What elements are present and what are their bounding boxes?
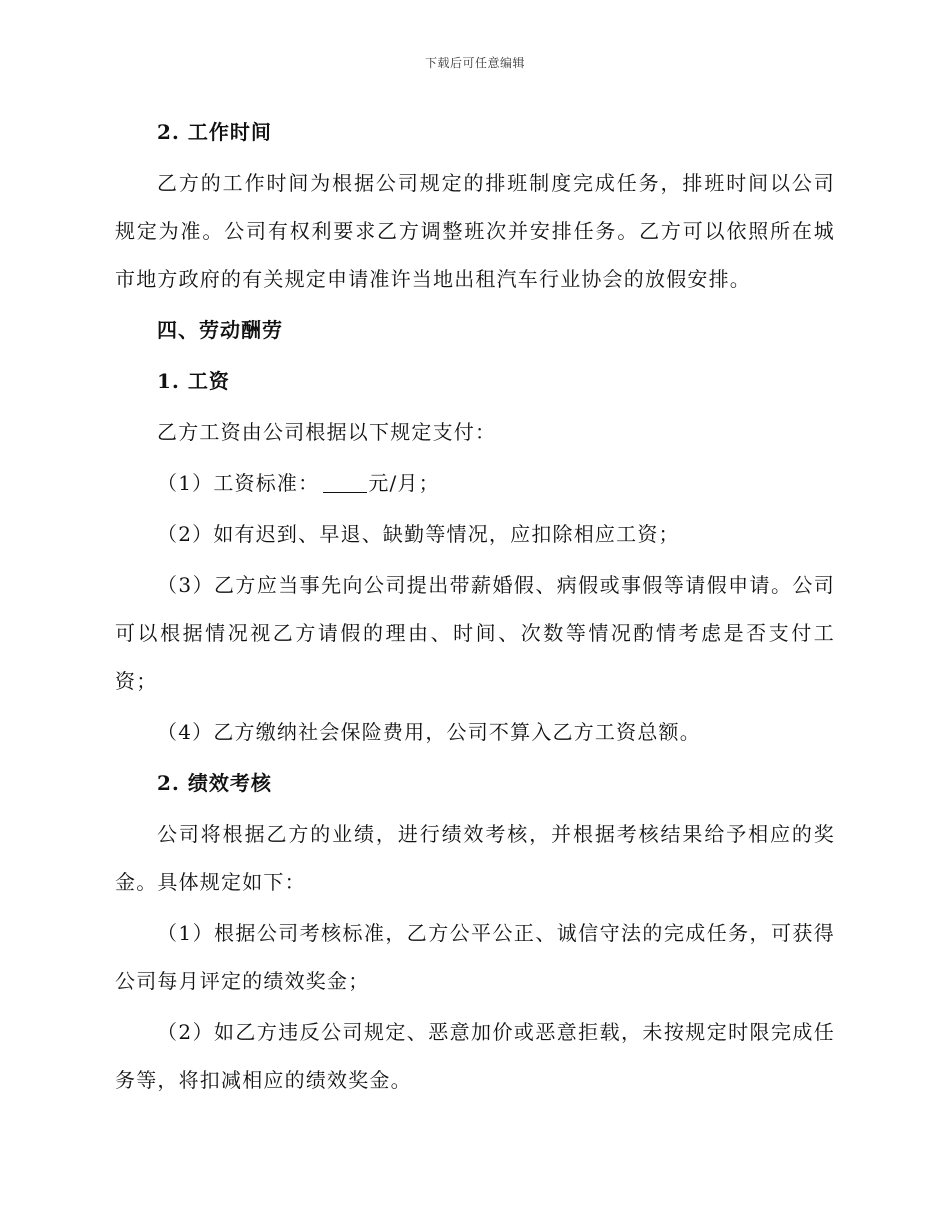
- salary-item-1: [115, 459, 835, 507]
- paragraph-work-time: 乙方的工作时间为根据公司规定的排班制度完成任务，排班时间以公司规定为准。公司有权利要求乙方调整班次并安排任务。乙方可以依照所在城市地方政府的有关规定申请准许当地出租汽车行业协会的放假安排。: [115, 171, 835, 291]
- salary-item-1-prefix: （1）工资标准：: [157, 471, 320, 495]
- document-body: [115, 108, 835, 1107]
- heading-labor-remuneration: 四、劳动酬劳: [157, 318, 283, 342]
- salary-item-1-suffix: 元/月；: [368, 471, 440, 495]
- salary-amount-blank: [323, 472, 367, 493]
- paragraph-performance-intro: 公司将根据乙方的业绩，进行绩效考核，并根据考核结果给予相应的奖金。具体规定如下：: [115, 822, 835, 894]
- heading-salary: 1. 工资: [157, 369, 230, 393]
- paragraph-salary-intro: 乙方工资由公司根据以下规定支付：: [157, 420, 497, 444]
- performance-item-1: （1）根据公司考核标准，乙方公平公正、诚信守法的完成任务，可获得公司每月评定的绩效奖金；: [115, 921, 835, 993]
- heading-work-time: 2. 工作时间: [157, 120, 272, 144]
- performance-item-2: （2）如乙方违反公司规定、恶意加价或恶意拒载，未按规定时限完成任务等，将扣减相应的绩效奖金。: [115, 1020, 835, 1092]
- page-header: 下载后可任意编辑: [424, 56, 525, 70]
- salary-item-4: （4）乙方缴纳社会保险费用，公司不算入乙方工资总额。: [157, 720, 701, 744]
- salary-item-3: （3）乙方应当事先向公司提出带薪婚假、病假或事假等请假申请。公司可以根据情况视乙方请假的理由、时间、次数等情况酌情考虑是否支付工资；: [115, 573, 835, 693]
- salary-item-2: （2）如有迟到、早退、缺勤等情况，应扣除相应工资；: [157, 522, 680, 546]
- heading-performance: 2. 绩效考核: [157, 771, 272, 795]
